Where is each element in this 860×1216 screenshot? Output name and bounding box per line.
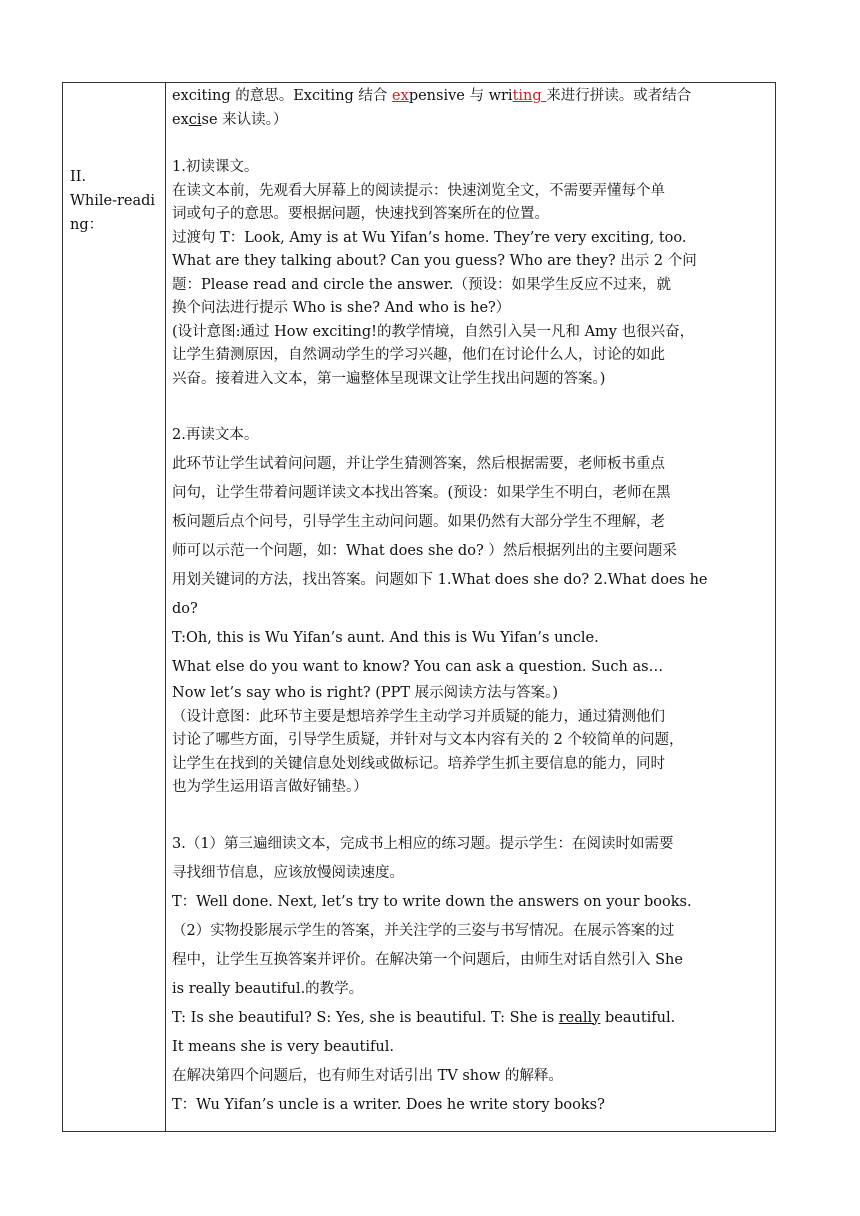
- paragraph-line: 过渡句 T：Look, Amy is at Wu Yifan’s home. They’re very exciting, too.: [172, 229, 687, 246]
- table-row: [63, 83, 776, 1132]
- design-note-line: 让学生在找到的关键信息处划线或做标记。培养学生抓主要信息的能力，同时: [172, 755, 665, 772]
- stage-label: [63, 83, 165, 237]
- paragraph-line: 3.（1）第三遍细读文本，完成书上相应的练习题。提示学生：在阅读时如需要: [172, 835, 674, 852]
- highlight-ex: ex: [392, 88, 409, 104]
- paragraph-line: 问句，让学生带着问题详读文本找出答案。(预设：如果学生不明白，老师在黑: [172, 485, 671, 501]
- paragraph-line: T：Wu Yifan’s uncle is a writer. Does he write story books?: [172, 1096, 605, 1113]
- paragraph-line: 在解决第四个问题后，也有师生对话引出 TV show 的解释。: [172, 1067, 563, 1084]
- highlight-ci: ci: [188, 111, 202, 128]
- underlined-really: really: [558, 1009, 601, 1026]
- paragraph-line: 在读文本前，先观看大屏幕上的阅读提示：快速浏览全文，不需要弄懂每个单: [172, 182, 665, 199]
- intro-line: excise 来认读。）: [172, 111, 288, 128]
- stage-cell: [63, 83, 166, 1132]
- paragraph-line: do?: [172, 601, 198, 617]
- paragraph-line: （2）实物投影展示学生的答案，并关注学的三姿与书写情况。在展示答案的过: [172, 922, 675, 939]
- design-note-line: （设计意图：此环节主要是想培养学生主动学习并质疑的能力，通过猜测他们: [172, 708, 665, 725]
- paragraph-line: Now let’s say who is right? (PPT 展示阅读方法与答案。): [172, 685, 559, 701]
- paragraph-line: is really beautiful.的教学。: [172, 980, 364, 997]
- paragraph-line: 换个问法进行提示 Who is she? And who is he?）: [172, 300, 511, 316]
- paragraph-line: It means she is very beautiful.: [172, 1038, 394, 1055]
- design-note-line: 让学生猜测原因，自然调动学生的学习兴趣，他们在讨论什么人，讨论的如此: [172, 347, 665, 363]
- design-note-line: (设计意图:通过 How exciting!的教学情境，自然引入吴一凡和 Amy 也很兴奋，: [172, 323, 695, 340]
- design-note-line: 兴奋。接着进入文本，第一遍整体呈现课文让学生找出问题的答案。): [172, 370, 606, 387]
- content-cell: [166, 83, 776, 1132]
- paragraph-line: 板问题后点个问号，引导学生主动问问题。如果仍然有大部分学生不理解，老: [172, 514, 665, 530]
- design-note-line: 讨论了哪些方面，引导学生质疑，并针对与文本内容有关的 2 个较简单的问题，: [172, 732, 684, 748]
- paragraph-line: What else do you want to know? You can ask a question. Such as…: [172, 659, 664, 675]
- paragraph-line: 此环节让学生试着问问题，并让学生猜测答案，然后根据需要，老师板书重点: [172, 456, 665, 472]
- paragraph-line: T：Well done. Next, let’s try to write down the answers on your books.: [172, 893, 692, 910]
- paragraph-line: 词或句子的意思。要根据问题，快速找到答案所在的位置。: [172, 206, 549, 222]
- lesson-plan-table: [62, 82, 776, 1132]
- stage-label-line: While-reading：: [70, 193, 156, 233]
- intro-line: exciting 的意思。Exciting 结合 expensive 与 writing 来进行拼读。或者结合: [172, 88, 692, 104]
- highlight-ting: ting: [512, 88, 547, 104]
- paragraph-line: 寻找细节信息，应该放慢阅读速度。: [172, 864, 404, 881]
- paragraph-line: What are they talking about? Can you guess? Who are they? 出示 2 个问: [172, 253, 697, 269]
- content-body: [166, 83, 775, 1120]
- paragraph-line: T:Oh, this is Wu Yifan’s aunt. And this is Wu Yifan’s uncle.: [172, 630, 599, 646]
- design-note-line: 也为学生运用语言做好铺垫。）: [172, 779, 368, 795]
- paragraph-line: 用划关键词的方法，找出答案。问题如下 1.What does she do? 2.What does he: [172, 572, 708, 588]
- section-title: 1.初读课文。: [172, 159, 259, 175]
- paragraph-line: 师可以示范一个问题，如：What does she do? ）然后根据列出的主要问题采: [172, 543, 677, 559]
- stage-label-line: II.: [70, 169, 87, 185]
- paragraph-line: 程中，让学生互换答案并评价。在解决第一个问题后，由师生对话自然引入 She: [172, 951, 683, 968]
- paragraph-line: 题：Please read and circle the answer.（预设：如果学生反应不过来，就: [172, 276, 672, 293]
- paragraph-line: T: Is she beautiful? S: Yes, she is beautiful. T: She is really beautiful.: [172, 1009, 676, 1026]
- section-title: 2.再读文本。: [172, 427, 259, 443]
